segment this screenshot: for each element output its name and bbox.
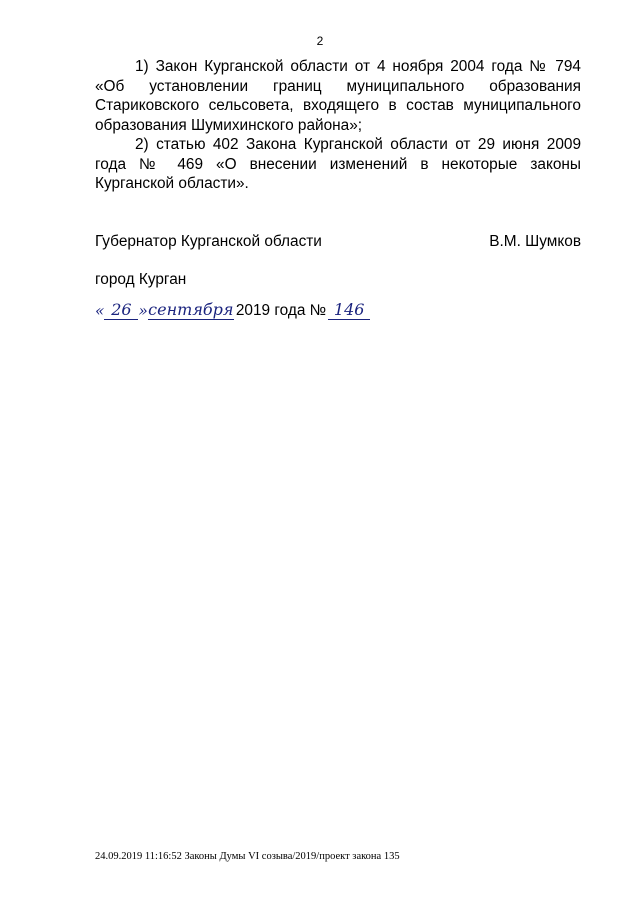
- date-day-handwritten: 26: [104, 302, 138, 320]
- footer-stamp: 24.09.2019 11:16:52 Законы Думы VI созыва/2019/проект закона 135: [95, 851, 400, 862]
- date-open-quote: «: [95, 302, 105, 320]
- date-year-text: 2019 года №: [235, 302, 327, 319]
- date-line: [95, 302, 370, 320]
- list-item-2: 2) статью 402 Закона Курганской области от 29 июня 2009 года № 469 «О внесении изменений в некоторые законы Курганской области».: [95, 136, 581, 192]
- date-month-handwritten: сентября: [148, 300, 234, 319]
- signatory-position: Губернатор Курганской области: [95, 233, 322, 250]
- signatory-name: В.М. Шумков: [489, 233, 581, 250]
- document-body: [95, 57, 581, 194]
- list-item-1: 1) Закон Курганской области от 4 ноября 2004 года № 794 «Об установлении границ муниципального образования Стариковского сельсовета, входящего в состав муниципального образования Шумихинского района»;: [95, 58, 581, 134]
- city-line: город Курган: [95, 271, 187, 288]
- page-number: 2: [316, 34, 324, 48]
- document-number-handwritten: 146: [328, 302, 370, 320]
- date-close-quote: »: [138, 302, 148, 320]
- signature-block: [95, 233, 581, 251]
